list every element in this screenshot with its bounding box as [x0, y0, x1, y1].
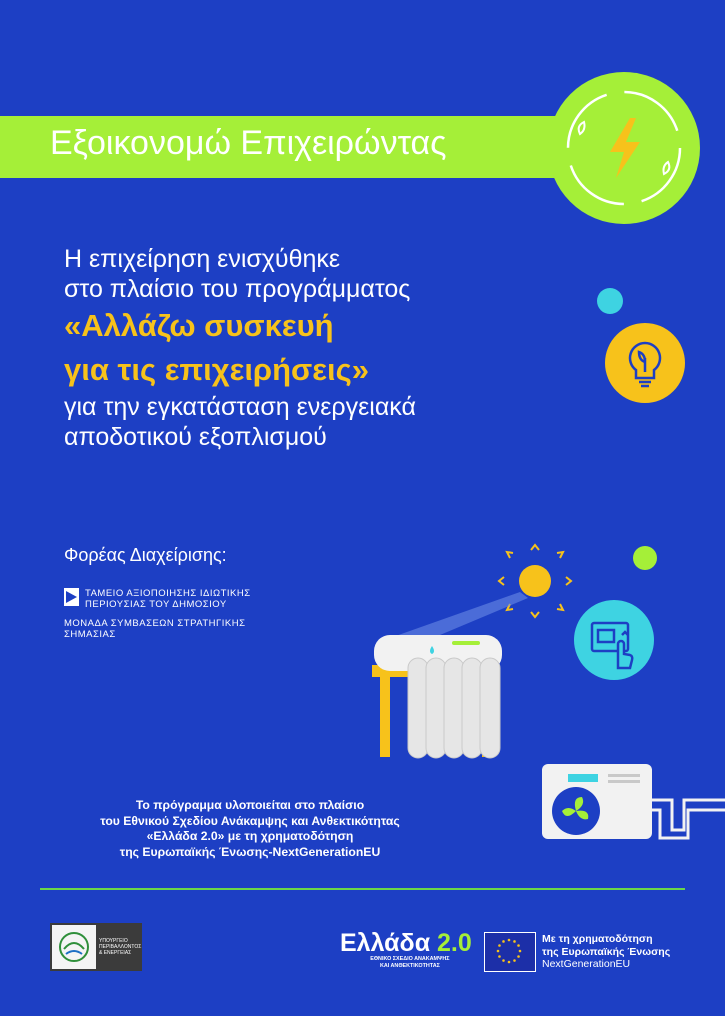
decor-dot-green	[633, 546, 657, 570]
program-name-line-2: για τις επιχειρήσεις»	[64, 352, 369, 387]
taiped-logo-icon	[64, 588, 79, 606]
ministry-emblem-icon	[52, 925, 96, 969]
eu-star-icon	[502, 940, 505, 943]
organization-unit: ΜΟΝΑΔΑ ΣΥΜΒΑΣΕΩΝ ΣΤΡΑΤΗΓΙΚΗΣ ΣΗΜΑΣΙΑΣ	[64, 618, 246, 640]
decor-dot-cyan	[597, 288, 623, 314]
ministry-logo	[50, 923, 142, 971]
eu-star-icon	[513, 940, 516, 943]
eu-flag-icon	[484, 932, 536, 972]
statement-line-1: Η επιχείρηση ενισχύθηκε	[64, 245, 341, 273]
footer-divider	[40, 888, 685, 890]
organization-name: ΤΑΜΕΙΟ ΑΞΙΟΠΟΙΗΣΗΣ ΙΔΙΩΤΙΚΗΣ ΠΕΡΙΟΥΣΙΑΣ ΤΟΥ ΔΗΜΟΣΙΟΥ	[85, 588, 251, 610]
eu-funding-label: Με τη χρηματοδότηση της Ευρωπαϊκής Ένωσης NextGenerationEU	[542, 933, 671, 970]
eu-star-icon	[513, 959, 516, 962]
sun-icon	[499, 545, 571, 617]
lightning-recycle-icon	[548, 72, 700, 224]
eu-star-icon	[519, 950, 522, 953]
management-label: Φορέας Διαχείρισης:	[64, 545, 227, 565]
eu-star-icon	[502, 959, 505, 962]
eu-star-icon	[497, 950, 500, 953]
eu-star-icon	[498, 944, 501, 947]
program-name-line-1: «Αλλάζω συσκευή	[64, 308, 334, 343]
statement-line-2: στο πλαίσιο του προγράμματος	[64, 275, 411, 303]
greece-2-0-logo: Ελλάδα 2.0 ΕΘΝΙΚΟ ΣΧΕΔΙΟ ΑΝΑΚΑΜΨΗΣ ΚΑΙ ΑΝΘΕΚΤΙΚΟΤΗΤΑΣ	[340, 929, 472, 969]
eu-star-icon	[508, 961, 511, 964]
eu-star-icon	[517, 944, 520, 947]
funding-statement: Το πρόγραμμα υλοποιείται στο πλαίσιο του Εθνικού Σχεδίου Ανάκαμψης και Ανθεκτικότητας «Ελλάδα 2.0» με τη χρηματοδότηση της Ευρωπαϊκής Ένωσης-NextGenerationEU	[100, 798, 400, 859]
statement-line-3: για την εγκατάσταση ενεργειακά	[64, 393, 416, 421]
ministry-name: ΥΠΟΥΡΓΕΙΟ ΠΕΡΙΒΑΛΛΟΝΤΟΣ & ΕΝΕΡΓΕΙΑΣ	[99, 938, 142, 956]
illustration-area	[360, 280, 725, 840]
eu-star-icon	[517, 955, 520, 958]
statement-line-4: αποδοτικού εξοπλισμού	[64, 423, 327, 451]
air-conditioner-unit-icon	[542, 764, 725, 839]
management-organization	[64, 588, 304, 640]
solar-water-heater-icon	[372, 635, 502, 758]
eu-star-icon	[508, 939, 511, 942]
banner-title: Εξοικονομώ Επιχειρώντας	[50, 124, 447, 162]
eu-star-icon	[498, 955, 501, 958]
